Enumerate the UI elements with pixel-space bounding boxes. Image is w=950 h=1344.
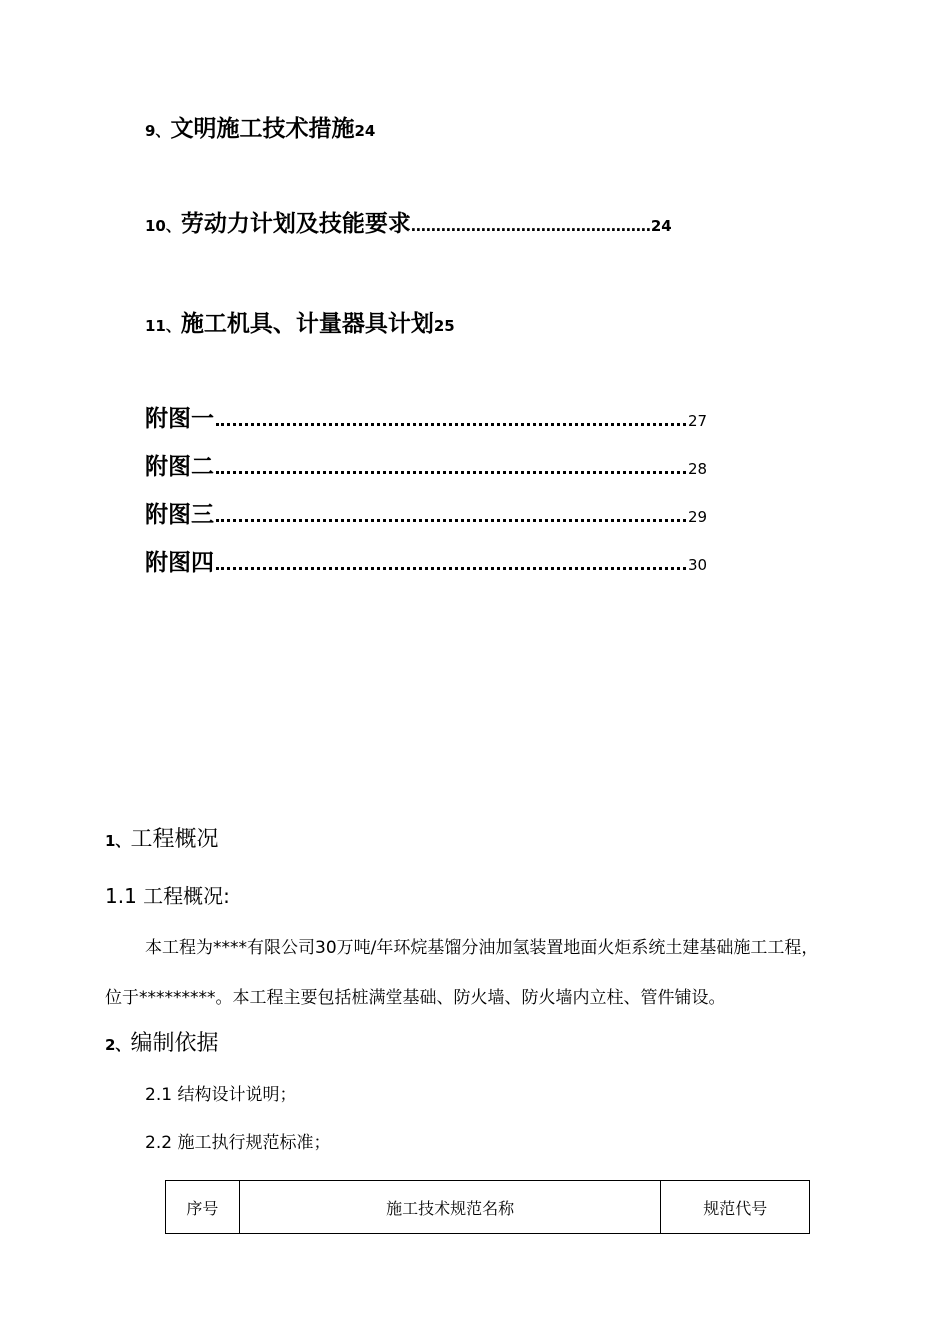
toc-figure-page: 27 xyxy=(688,412,708,430)
section-1-title: 工程概况 xyxy=(130,827,219,852)
header-spec-name: 施工技术规范名称 xyxy=(239,1181,661,1234)
spec-table xyxy=(165,1180,810,1234)
dotted-leader xyxy=(216,470,686,474)
toc-item-11-title: 施工机具、计量器具计划 xyxy=(180,311,434,337)
toc-figure-label: 附图二 xyxy=(145,454,214,480)
toc-figure-2[interactable] xyxy=(145,448,707,481)
dotted-leader xyxy=(216,566,686,570)
toc-item-9-title: 文明施工技术措施 xyxy=(170,116,355,142)
section-1-heading xyxy=(105,822,218,853)
toc-item-11-page: 25 xyxy=(433,317,455,335)
section-2-number: 2、 xyxy=(105,1036,131,1054)
header-index: 序号 xyxy=(166,1181,240,1234)
toc-item-9-number: 9、 xyxy=(145,122,171,140)
toc-item-10-number: 10、 xyxy=(145,217,181,235)
dotted-leader xyxy=(216,518,686,522)
toc-figure-4[interactable] xyxy=(145,544,707,577)
toc-figure-1[interactable] xyxy=(145,400,707,433)
section-1-number: 1、 xyxy=(105,832,131,850)
basis-item-2-2: 2.2 施工执行规范标准； xyxy=(145,1133,331,1153)
toc-item-10-title: 劳动力计划及技能要求 xyxy=(180,211,411,237)
toc-item-9-page: 24 xyxy=(354,122,376,140)
section-2-heading xyxy=(105,1026,218,1057)
toc-item-11[interactable] xyxy=(145,305,455,338)
toc-item-11-number: 11、 xyxy=(145,317,181,335)
toc-item-10[interactable] xyxy=(145,205,672,238)
toc-figure-page: 28 xyxy=(688,460,708,478)
dotted-leader xyxy=(216,422,686,426)
toc-figure-label: 附图三 xyxy=(145,502,214,528)
toc-figure-label: 附图一 xyxy=(145,406,214,432)
overview-paragraph-line-1: 本工程为****有限公司30万吨/年环烷基馏分油加氢装置地面火炬系统土建基础施工工程， xyxy=(145,938,819,958)
toc-item-9[interactable] xyxy=(145,110,375,143)
toc-figure-page: 29 xyxy=(688,508,708,526)
basis-item-2-1: 2.1 结构设计说明； xyxy=(145,1085,297,1105)
header-spec-code: 规范代号 xyxy=(661,1181,810,1234)
table-header-row xyxy=(166,1181,810,1234)
toc-item-10-leader: ………………………………………… xyxy=(410,217,651,235)
toc-figure-label: 附图四 xyxy=(145,550,214,576)
section-1-1-heading: 1.1 工程概况: xyxy=(105,884,230,908)
toc-item-10-page: 24 xyxy=(650,217,672,235)
toc-figure-3[interactable] xyxy=(145,496,707,529)
toc-figure-page: 30 xyxy=(688,556,708,574)
overview-paragraph-line-2: 位于*********。本工程主要包括桩满堂基础、防火墙、防火墙内立柱、管件铺设。 xyxy=(105,988,726,1008)
section-2-title: 编制依据 xyxy=(130,1031,219,1056)
